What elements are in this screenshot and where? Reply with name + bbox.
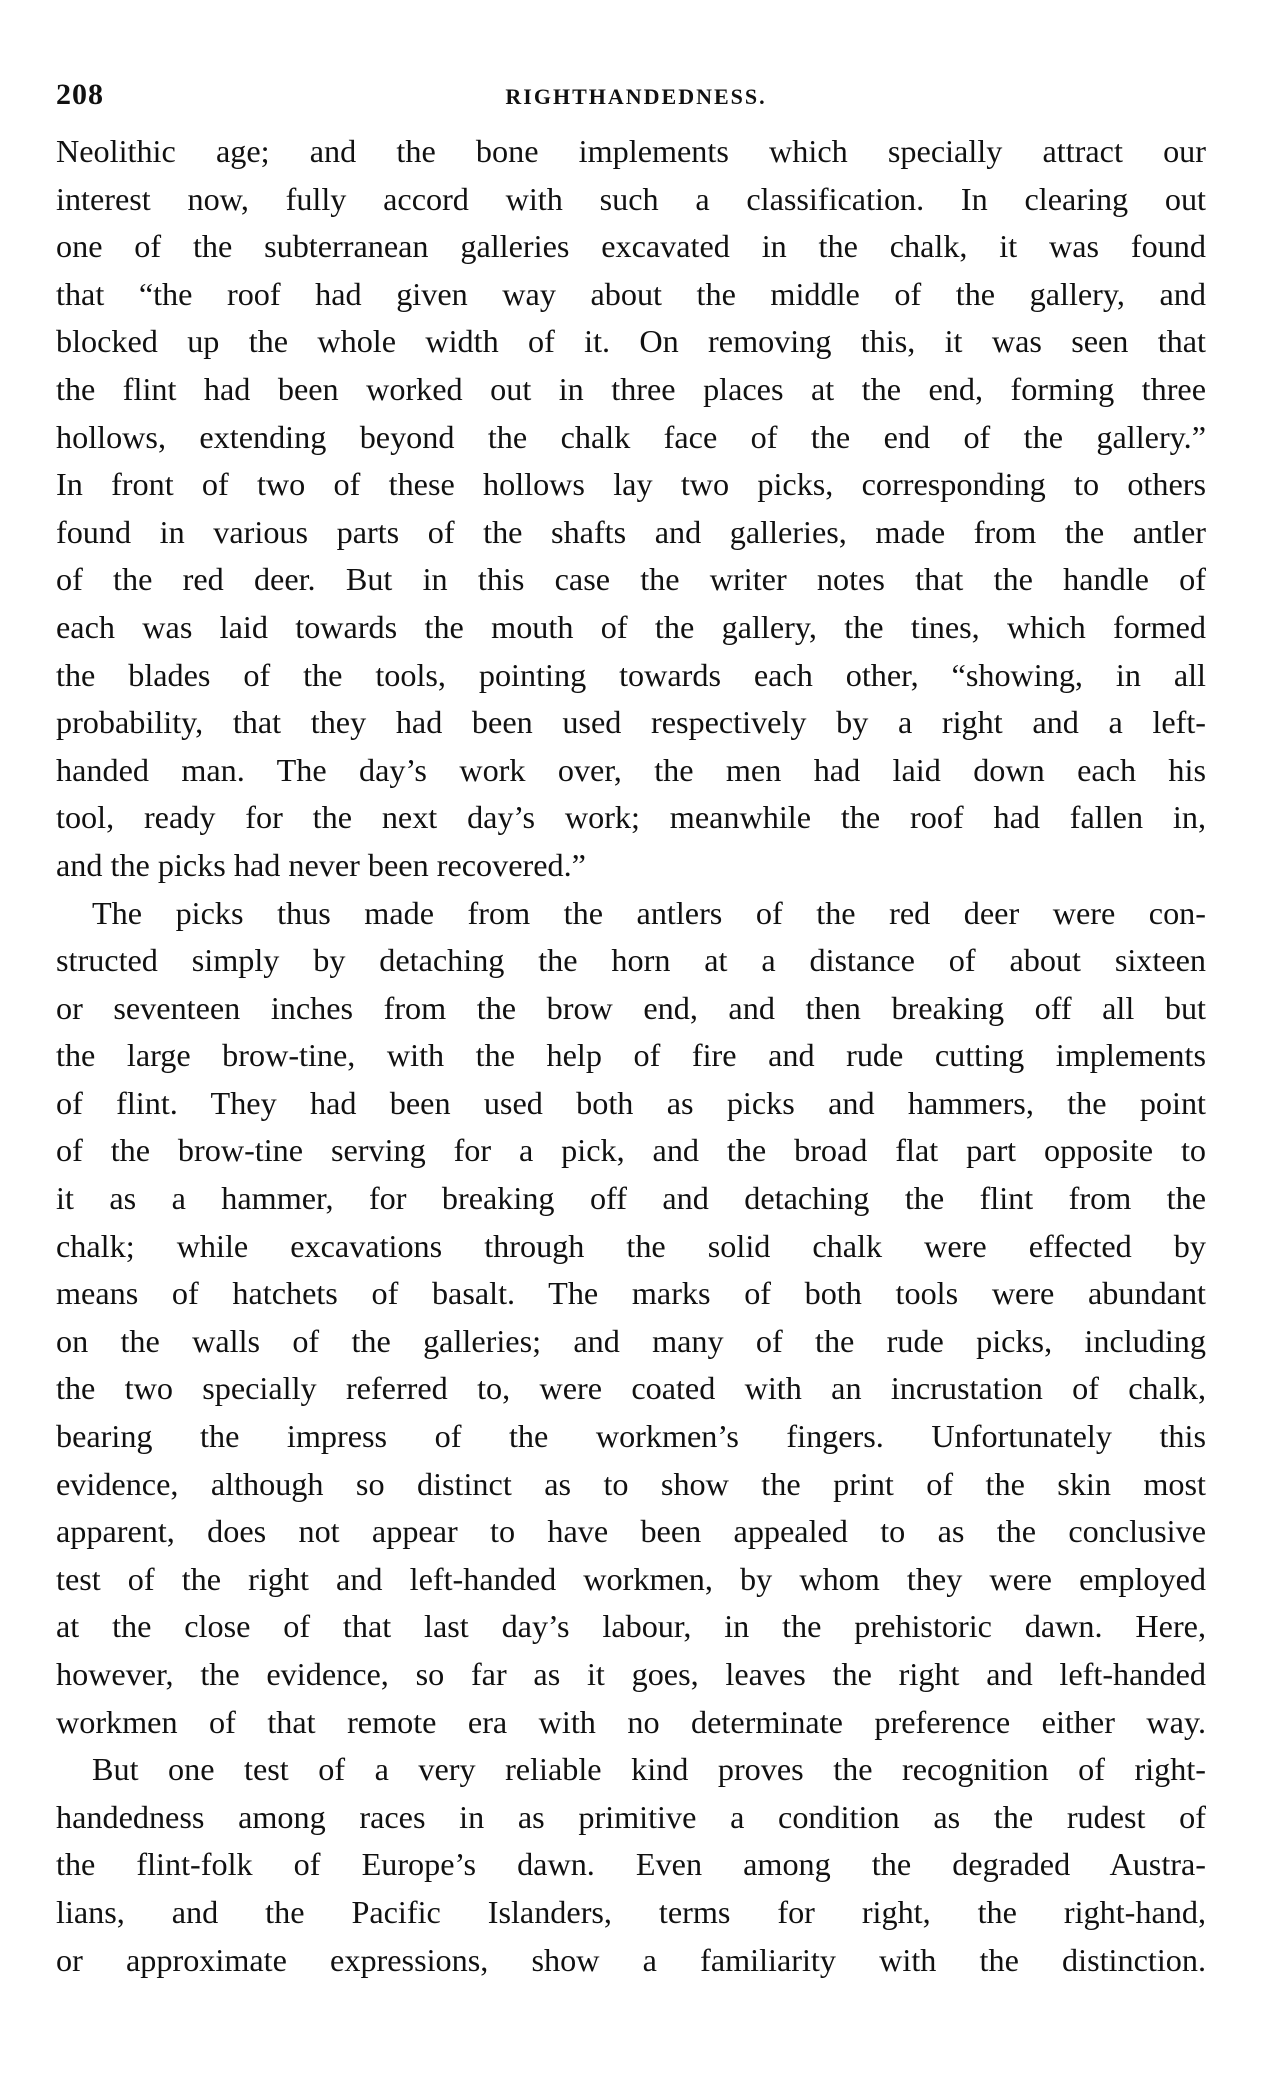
text-line: each was laid towards the mouth of the gallery, the tines, which formed xyxy=(56,608,1206,645)
text-line: the flint had been worked out in three places at the end, forming three xyxy=(56,370,1206,407)
text-line: of the brow-tine serving for a pick, and the broad flat part opposite to xyxy=(56,1132,1206,1169)
text-line: the large brow-tine, with the help of fire and rude cutting implements xyxy=(56,1037,1206,1074)
text-line: interest now, fully accord with such a classification. In clearing out xyxy=(56,180,1206,217)
text-line: workmen of that remote era with no determinate preference either way. xyxy=(56,1703,1206,1740)
running-head: RIGHTHANDEDNESS. xyxy=(505,84,767,109)
text-line: the blades of the tools, pointing towards each other, “showing, in all xyxy=(56,656,1206,693)
text-line: blocked up the whole width of it. On removing this, it was seen that xyxy=(56,323,1206,360)
text-line: and the picks had never been recovered.” xyxy=(56,846,586,883)
paragraph-first-line: The picks thus made from the antlers of the red deer were con- xyxy=(92,894,1206,931)
text-line: of flint. They had been used both as picks and hammers, the point xyxy=(56,1084,1206,1121)
text-line: probability, that they had been used respectively by a right and a left- xyxy=(56,704,1206,741)
text-line: found in various parts of the shafts and galleries, made from the antler xyxy=(56,513,1206,550)
text-line: apparent, does not appear to have been appealed to as the conclusive xyxy=(56,1513,1206,1550)
text-line: handedness among races in as primitive a condition as the rudest of xyxy=(56,1798,1206,1835)
text-line: lians, and the Pacific Islanders, terms for right, the right-hand, xyxy=(56,1893,1206,1930)
text-line: or approximate expressions, show a familiarity with the distinction. xyxy=(56,1941,1206,1978)
text-line: the two specially referred to, were coated with an incrustation of chalk, xyxy=(56,1370,1206,1407)
text-line: means of hatchets of basalt. The marks of both tools were abundant xyxy=(56,1275,1206,1312)
text-line: it as a hammer, for breaking off and detaching the flint from the xyxy=(56,1180,1206,1217)
text-line: test of the right and left-handed workmen, by whom they were employed xyxy=(56,1560,1206,1597)
text-line: Neolithic age; and the bone implements which specially attract our xyxy=(56,133,1206,169)
text-line: that “the roof had given way about the middle of the gallery, and xyxy=(56,275,1206,312)
text-line: however, the evidence, so far as it goes, leaves the right and left-handed xyxy=(56,1656,1206,1692)
text-line: In front of two of these hollows lay two picks, corresponding to others xyxy=(56,466,1206,503)
text-line: chalk; while excavations through the solid chalk were effected by xyxy=(56,1227,1206,1264)
text-line: one of the subterranean galleries excavated in the chalk, it was found xyxy=(56,228,1206,265)
text-line: of the red deer. But in this case the writer notes that the handle of xyxy=(56,561,1206,598)
text-line: hollows, extending beyond the chalk face of the end of the gallery.” xyxy=(56,418,1206,455)
text-line: the flint-folk of Europe’s dawn. Even among the degraded Austra- xyxy=(56,1846,1206,1883)
body-text xyxy=(56,128,1206,1984)
text-line: bearing the impress of the workmen’s fingers. Unfortunately this xyxy=(56,1418,1206,1455)
text-line: structed simply by detaching the horn at a distance of about sixteen xyxy=(56,942,1206,979)
text-line: evidence, although so distinct as to show the print of the skin most xyxy=(56,1465,1206,1502)
text-line: on the walls of the galleries; and many of the rude picks, including xyxy=(56,1322,1206,1359)
text-line: at the close of that last day’s labour, in the prehistoric dawn. Here, xyxy=(56,1608,1206,1645)
paragraph-first-line: But one test of a very reliable kind proves the recognition of right- xyxy=(92,1751,1206,1788)
text-line: handed man. The day’s work over, the men had laid down each his xyxy=(56,751,1206,788)
text-line: or seventeen inches from the brow end, and then breaking off all but xyxy=(56,989,1206,1026)
page-number: 208 xyxy=(56,78,104,111)
text-line: tool, ready for the next day’s work; meanwhile the roof had fallen in, xyxy=(56,799,1206,836)
page-header xyxy=(56,78,1216,118)
